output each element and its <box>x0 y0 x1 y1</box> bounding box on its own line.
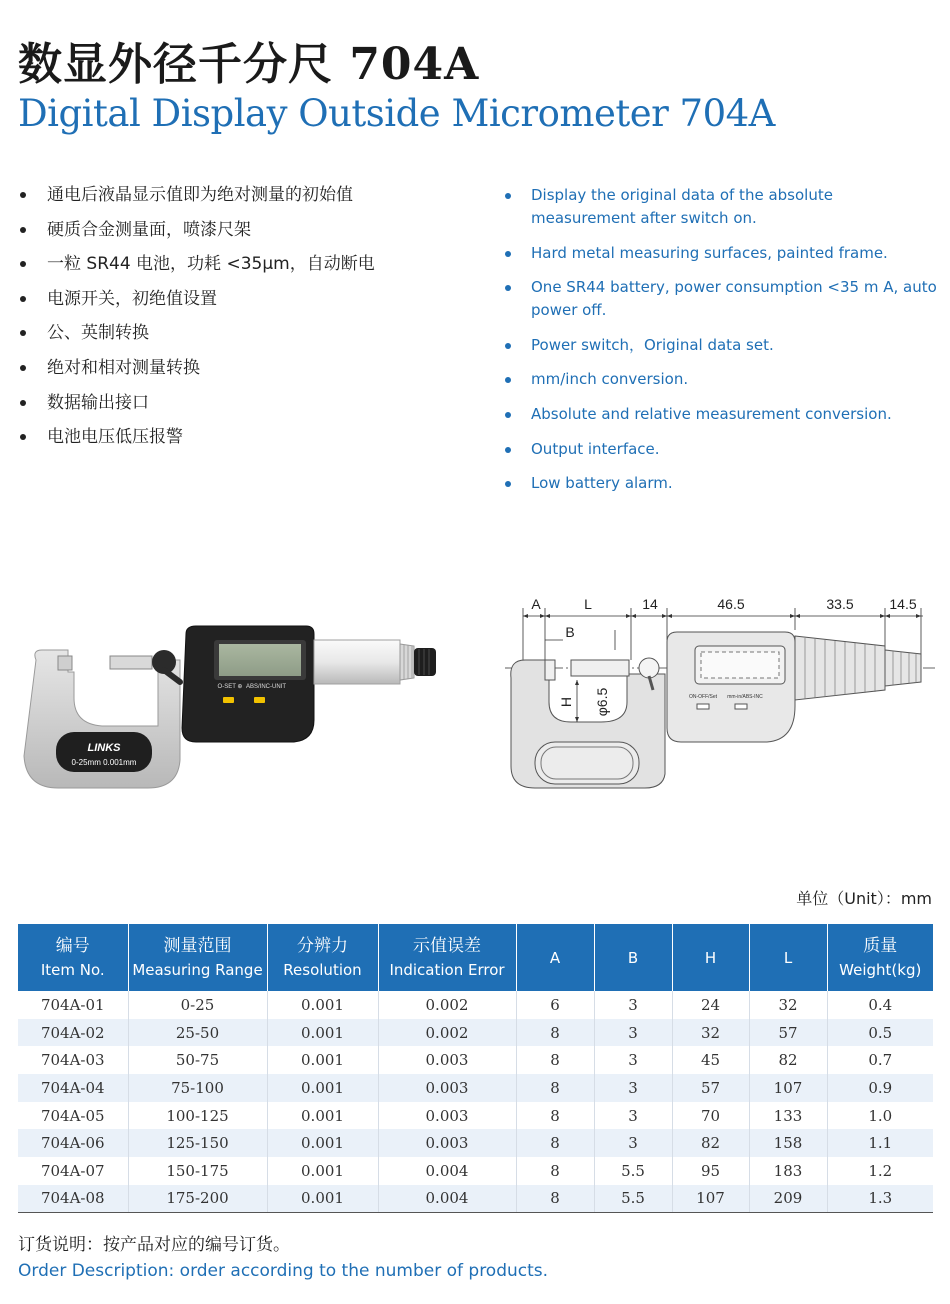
table-row <box>18 1185 933 1213</box>
table-cell: 183 <box>749 1157 827 1185</box>
table-cell: 107 <box>749 1074 827 1102</box>
feature-item-cn: 通电后液晶显示值即为绝对测量的初始值 <box>18 183 458 218</box>
page-title-en: Digital Display Outside Micrometer 704A <box>18 92 775 135</box>
dim-14-label: 14 <box>642 596 658 612</box>
drawing-unit-label: mm-in/ABS-INC <box>727 694 763 700</box>
header-weight: 质量 Weight(kg) <box>827 924 933 991</box>
table-cell: 0.4 <box>827 991 933 1019</box>
header-resolution: 分辨力 Resolution <box>267 924 378 991</box>
order-note-en: Order Description: order according to the number of products. <box>18 1261 549 1281</box>
set-button-label: O-SET ⊕ <box>217 684 243 690</box>
table-cell: 0.5 <box>827 1019 933 1047</box>
feature-item-en: Low battery alarm. <box>501 472 941 495</box>
table-cell: 50-75 <box>128 1046 267 1074</box>
dim-phi-label: φ6.5 <box>594 687 610 717</box>
abs-inc-unit-label: ABS/INC-UNIT <box>245 684 287 690</box>
table-cell: 82 <box>749 1046 827 1074</box>
table-cell: 158 <box>749 1129 827 1157</box>
dim-b-label: B <box>565 624 575 640</box>
table-row <box>18 1102 933 1130</box>
set-button <box>223 697 234 703</box>
table-cell: 704A-02 <box>18 1019 128 1047</box>
table-cell: 0.7 <box>827 1046 933 1074</box>
order-note-cn: 订货说明：按产品对应的编号订货。 <box>18 1235 290 1255</box>
dim-l-label: L <box>584 596 592 612</box>
table-cell: 8 <box>516 1046 594 1074</box>
table-row <box>18 1046 933 1074</box>
table-cell: 704A-05 <box>40 1106 105 1125</box>
table-cell: 0.003 <box>378 1129 516 1157</box>
table-cell: 32 <box>672 1019 749 1047</box>
dim-33-5-label: 33.5 <box>826 596 854 612</box>
table-cell: 0-25 <box>128 991 267 1019</box>
table-cell: 704A-01 <box>40 995 105 1014</box>
table-cell: 0.001 <box>267 1102 378 1130</box>
dim-h-label: H <box>558 696 574 708</box>
table-cell: 3 <box>594 1074 672 1102</box>
table-cell: 0.004 <box>378 1185 516 1213</box>
table-cell: 25-50 <box>128 1019 267 1047</box>
table-header-row <box>18 924 933 991</box>
table-row <box>18 1074 933 1102</box>
dim-14-5-label: 14.5 <box>889 596 917 612</box>
header-item-no: 编号 Item No. <box>18 924 128 991</box>
table-cell: 133 <box>749 1102 827 1130</box>
table-cell: 8 <box>516 1019 594 1047</box>
table-cell: 704A-08 <box>18 1185 128 1213</box>
table-cell: 8 <box>516 1102 594 1130</box>
range-label: 0-25mm 0.001mm <box>71 758 137 767</box>
micrometer-photo <box>18 620 448 800</box>
dim-a-label: A <box>531 596 541 612</box>
table-cell: 0.001 <box>267 1074 378 1102</box>
table-cell: 704A-04 <box>18 1074 128 1102</box>
table-cell: 8 <box>516 1129 594 1157</box>
table-cell: 0.001 <box>267 991 378 1019</box>
feature-item-en: Power switch，Original data set. <box>501 334 941 357</box>
table-cell: 8 <box>516 1157 594 1185</box>
feature-item-en: Hard metal measuring surfaces, painted frame. <box>501 242 941 265</box>
table-cell: 0.003 <box>378 1046 516 1074</box>
table-cell: 24 <box>672 991 749 1019</box>
brand-label: LINKS <box>87 742 121 754</box>
table-cell: 5.5 <box>594 1157 672 1185</box>
table-cell: 3 <box>594 991 672 1019</box>
table-cell: 32 <box>749 991 827 1019</box>
table-cell: 0.001 <box>267 1046 378 1074</box>
feature-item-en: One SR44 battery, power consumption <35 m A, auto power off. <box>501 276 941 322</box>
header-b: B <box>594 924 672 991</box>
table-cell: 75-100 <box>128 1074 267 1102</box>
feature-item-en: Output interface. <box>501 438 941 461</box>
table-cell: 1.2 <box>827 1157 933 1185</box>
table-cell: 704A-07 <box>40 1161 105 1180</box>
table-cell: 57 <box>749 1019 827 1047</box>
feature-item-cn: 数据输出接口 <box>18 391 458 426</box>
table-cell: 3 <box>594 1102 672 1130</box>
feature-item-en: mm/inch conversion. <box>501 368 941 391</box>
spec-table <box>18 924 933 1213</box>
dim-46-5-label: 46.5 <box>717 596 745 612</box>
table-cell: 8 <box>516 1074 594 1102</box>
header-indication-error: 示值误差 Indication Error <box>378 924 516 991</box>
table-cell: 3 <box>594 1129 672 1157</box>
header-l: L <box>749 924 827 991</box>
table-cell: 0.004 <box>378 1157 516 1185</box>
header-measuring-range: 测量范围 Measuring Range <box>128 924 267 991</box>
table-cell: 70 <box>672 1102 749 1130</box>
header-h: H <box>672 924 749 991</box>
table-cell: 704A-03 <box>40 1051 105 1070</box>
table-cell: 0.003 <box>378 1074 516 1102</box>
drawing-set-label: ON-OFF/Set <box>688 694 718 700</box>
table-row <box>18 1019 933 1047</box>
table-row <box>18 1129 933 1157</box>
table-cell: 0.001 <box>267 1129 378 1157</box>
table-cell: 0.001 <box>267 1019 378 1047</box>
table-cell: 8 <box>516 1185 594 1213</box>
table-cell: 0.002 <box>378 991 516 1019</box>
feature-item-cn: 硬质合金测量面，喷漆尺架 <box>18 218 458 253</box>
table-cell: 3 <box>594 1046 672 1074</box>
table-cell: 100-125 <box>128 1102 267 1130</box>
table-cell: 1.1 <box>827 1129 933 1157</box>
table-cell: 107 <box>672 1185 749 1213</box>
feature-list-cn <box>18 183 458 460</box>
table-cell: 0.9 <box>827 1074 933 1102</box>
table-cell: 0.003 <box>378 1102 516 1130</box>
table-cell: 45 <box>672 1046 749 1074</box>
table-cell: 150-175 <box>128 1157 267 1185</box>
table-cell: 6 <box>516 991 594 1019</box>
table-cell: 82 <box>672 1129 749 1157</box>
feature-item-cn: 公、英制转换 <box>18 321 458 356</box>
unit-label: 单位（Unit）：mm <box>796 889 932 908</box>
page-title-cn: 数显外径千分尺 704A <box>18 39 480 90</box>
table-cell: 5.5 <box>594 1185 672 1213</box>
feature-item-cn: 电源开关，初绝值设置 <box>18 287 458 322</box>
table-cell: 209 <box>749 1185 827 1213</box>
table-row <box>18 991 933 1019</box>
table-cell: 704A-06 <box>18 1129 128 1157</box>
table-cell: 0.001 <box>267 1157 378 1185</box>
table-cell: 0.002 <box>378 1019 516 1047</box>
feature-item-en: Absolute and relative measurement conversion. <box>501 403 941 426</box>
table-cell: 1.3 <box>827 1185 933 1213</box>
table-cell: 57 <box>672 1074 749 1102</box>
table-cell: 95 <box>672 1157 749 1185</box>
table-row <box>18 1157 933 1185</box>
table-cell: 0.001 <box>267 1185 378 1213</box>
table-cell: 175-200 <box>128 1185 267 1213</box>
feature-item-cn: 电池电压低压报警 <box>18 425 458 460</box>
feature-item-cn: 绝对和相对测量转换 <box>18 356 458 391</box>
table-cell: 125-150 <box>128 1129 267 1157</box>
feature-item-cn: 一粒 SR44 电池，功耗 <35μm，自动断电 <box>18 252 458 287</box>
abs-inc-button <box>254 697 265 703</box>
table-cell: 3 <box>594 1019 672 1047</box>
header-a: A <box>516 924 594 991</box>
feature-item-en: Display the original data of the absolute measurement after switch on. <box>501 184 941 230</box>
feature-list-en <box>501 184 941 507</box>
table-cell: 1.0 <box>827 1102 933 1130</box>
technical-drawing <box>505 590 935 805</box>
